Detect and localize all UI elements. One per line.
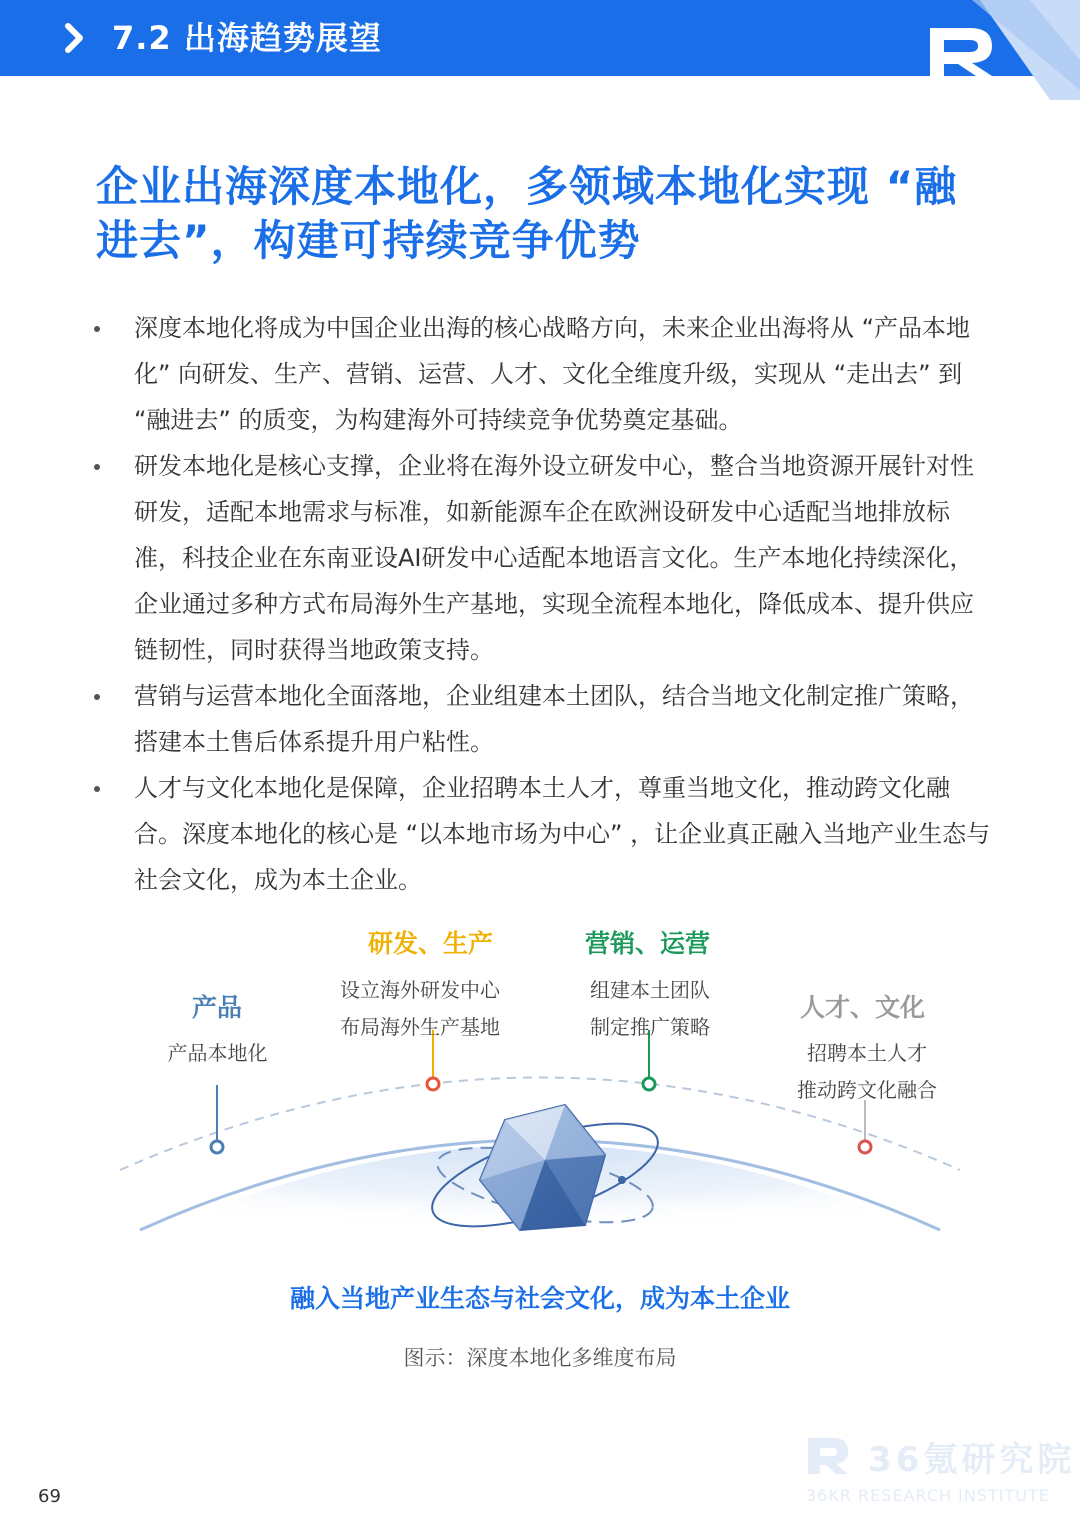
- logo-corner-icon: [900, 0, 1080, 110]
- watermark-subtitle: 36KR RESEARCH INSTITUTE: [806, 1486, 1050, 1505]
- node-label-talent: 人才、文化: [800, 993, 926, 1022]
- watermark-logo-icon: [804, 1434, 852, 1478]
- node-dot-talent: [859, 1141, 871, 1153]
- bullet-list: [92, 305, 992, 903]
- figure-caption: 图示：深度本地化多维度布局: [403, 1346, 677, 1370]
- node-dot-rd: [427, 1078, 439, 1090]
- main-title-line1: 企业出海深度本地化，多领域本地化实现 “融: [96, 162, 958, 211]
- node-desc-line: 组建本土团队: [590, 978, 710, 1002]
- node-label-rd: 研发、生产: [368, 929, 494, 958]
- localization-diagram: [0, 910, 1080, 1330]
- node-desc-line: 设立海外研发中心: [340, 978, 500, 1002]
- node-desc-line: 产品本地化: [167, 1041, 268, 1065]
- node-label-product: 产品: [192, 993, 243, 1022]
- node-dot-product: [211, 1141, 223, 1153]
- main-title: [96, 160, 996, 268]
- node-desc-line: 招聘本土人才: [807, 1041, 927, 1065]
- node-desc-talent: [782, 1035, 952, 1109]
- main-title-line2: 进去”，构建可持续竞争优势: [96, 216, 641, 265]
- bullet-item: 研发本地化是核心支撑，企业将在海外设立研发中心，整合当地资源开展针对性研发，适配本地需求与标准，如新能源车企在欧洲设研发中心适配当地排放标准，科技企业在东南亚设AI研发中心适配本地语言文化。生产本地化持续深化，企业通过多种方式布局海外生产基地，实现全流程本地化，降低成本、提升供应链韧性，同时获得当地政策支持。: [92, 443, 992, 673]
- chevron-right-icon: [62, 22, 90, 54]
- diagram-conclusion: 融入当地产业生态与社会文化，成为本土企业: [289, 1284, 790, 1313]
- node-desc-rd: [320, 972, 520, 1046]
- node-label-marketing: 营销、运营: [585, 929, 711, 958]
- orbit-dot: [618, 1176, 626, 1184]
- node-desc-product: [140, 1035, 295, 1072]
- diagram-graphic: [0, 910, 1080, 1330]
- node-dot-marketing: [643, 1078, 655, 1090]
- bullet-item: 人才与文化本地化是保障，企业招聘本土人才，尊重当地文化，推动跨文化融合。深度本地化的核心是 “以本地市场为中心” ，让企业真正融入当地产业生态与社会文化，成为本土企业。: [92, 765, 992, 903]
- node-desc-line: 布局海外生产基地: [340, 1015, 500, 1039]
- section-title: 7.2 出海趋势展望: [112, 19, 382, 57]
- node-desc-line: 推动跨文化融合: [797, 1078, 937, 1102]
- bullet-item: 深度本地化将成为中国企业出海的核心战略方向，未来企业出海将从 “产品本地化” 向研发、生产、营销、运营、人才、文化全维度升级，实现从 “走出去” 到 “融进去” 的质变，为构建海外可持续竞争优势奠定基础。: [92, 305, 992, 443]
- watermark-name: 36氪研究院: [868, 1440, 1076, 1480]
- bullet-item: 营销与运营本地化全面落地，企业组建本土团队，结合当地文化制定推广策略，搭建本土售后体系提升用户粘性。: [92, 673, 992, 765]
- node-desc-line: 制定推广策略: [590, 1015, 710, 1039]
- page-number: 69: [38, 1486, 61, 1507]
- node-desc-marketing: [565, 972, 735, 1046]
